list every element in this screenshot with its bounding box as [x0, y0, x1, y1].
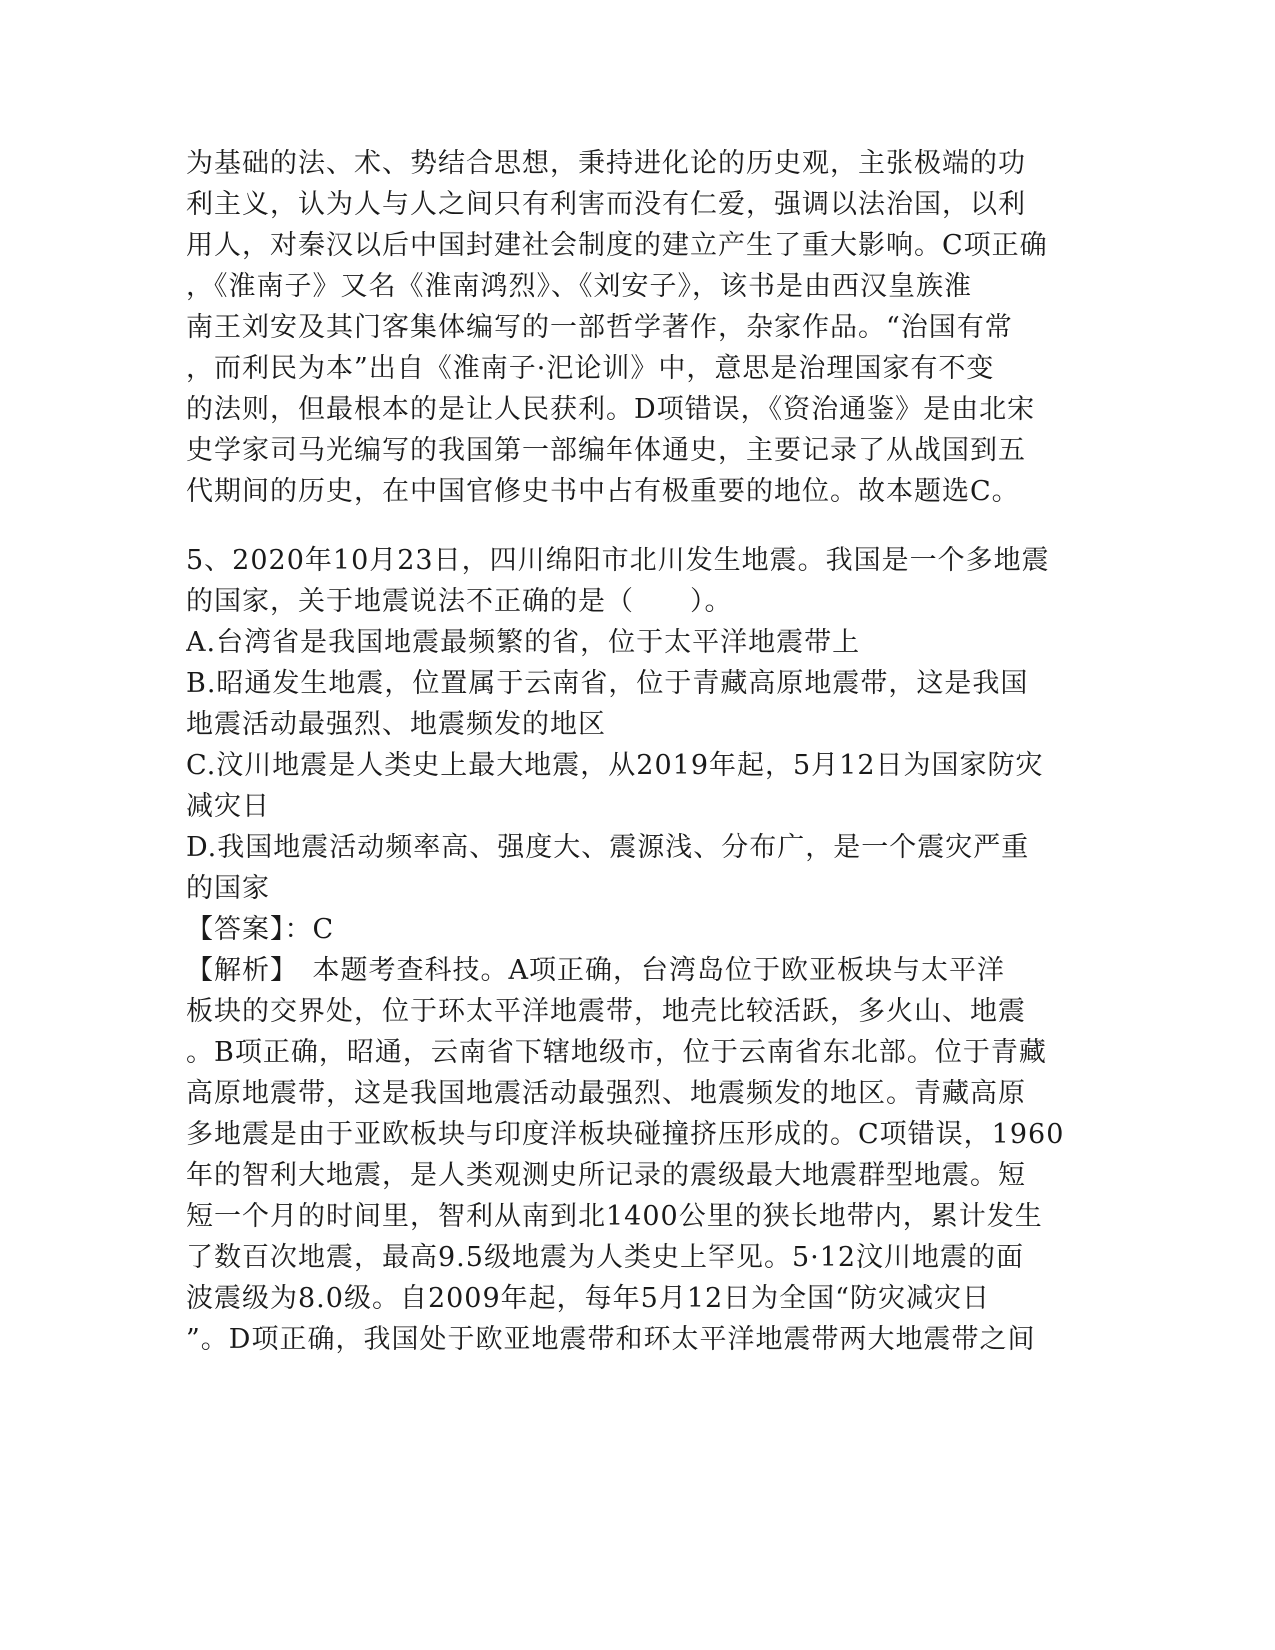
option-b	[186, 663, 1066, 745]
text-line: 为基础的法、术、势结合思想，秉持进化论的历史观，主张极端的功	[186, 148, 1026, 179]
analysis-line: 多地震是由于亚欧板块与印度洋板块碰撞挤压形成的。C项错误，1960	[186, 1119, 1065, 1150]
text-line: 的法则，但最根本的是让人民获利。D项错误，《资治通鉴》是由北宋	[186, 394, 1036, 425]
analysis-line: 波震级为8.0级。自2009年起，每年5月12日为全国“防灾减灾日	[186, 1283, 990, 1314]
analysis-line: 板块的交界处，位于环太平洋地震带，地壳比较活跃，多火山、地震	[186, 996, 1026, 1027]
paragraph-gap	[186, 512, 1066, 540]
option-line: 地震活动最强烈、地震频发的地区	[186, 709, 606, 740]
analysis-line: 【解析】 本题考查科技。A项正确，台湾岛位于欧亚板块与太平洋	[186, 955, 1005, 986]
option-line: D.我国地震活动频率高、强度大、震源浅、分布广，是一个震灾严重	[186, 832, 1030, 863]
analysis-line: 了数百次地震，最高9.5级地震为人类史上罕见。5·12汶川地震的面	[186, 1242, 1025, 1273]
question-stem-line: 的国家，关于地震说法不正确的是（ ）。	[186, 586, 733, 617]
text-line: 利主义，认为人与人之间只有利害而没有仁爱，强调以法治国，以利	[186, 189, 1026, 220]
option-d	[186, 827, 1066, 909]
option-line: B.昭通发生地震，位置属于云南省，位于青藏高原地震带，这是我国	[186, 668, 1029, 699]
question-stem	[186, 540, 1066, 622]
answer-line: 【答案】：C	[186, 914, 335, 945]
option-c	[186, 745, 1066, 827]
analysis	[186, 950, 1066, 1360]
option-line: A.台湾省是我国地震最频繁的省，位于太平洋地震带上	[186, 627, 861, 658]
option-line: 减灾日	[186, 791, 270, 822]
analysis-line: 高原地震带，这是我国地震活动最强烈、地震频发的地区。青藏高原	[186, 1078, 1026, 1109]
text-line: 代期间的历史，在中国官修史书中占有极重要的地位。故本题选C。	[186, 476, 1020, 507]
option-a	[186, 622, 1066, 663]
question-block	[186, 540, 1066, 1360]
analysis-line: 短一个月的时间里，智利从南到北1400公里的狭长地带内，累计发生	[186, 1201, 1043, 1232]
analysis-line: 年的智利大地震，是人类观测史所记录的震级最大地震群型地震。短	[186, 1160, 1026, 1191]
previous-explanation	[186, 143, 1066, 512]
option-line: 的国家	[186, 873, 270, 904]
text-line: ，而利民为本”出自《淮南子·汜论训》中，意思是治理国家有不变	[186, 353, 995, 384]
text-line: 用人，对秦汉以后中国封建社会制度的建立产生了重大影响。C项正确	[186, 230, 1048, 261]
option-line: C.汶川地震是人类史上最大地震，从2019年起，5月12日为国家防灾	[186, 750, 1044, 781]
analysis-line: ”。D项正确，我国处于欧亚地震带和环太平洋地震带两大地震带之间	[186, 1324, 1036, 1355]
text-line: ，《淮南子》又名《淮南鸿烈》、《刘安子》，该书是由西汉皇族淮	[186, 271, 972, 302]
text-line: 史学家司马光编写的我国第一部编年体通史，主要记录了从战国到五	[186, 435, 1026, 466]
page-content	[186, 143, 1066, 1360]
text-line: 南王刘安及其门客集体编写的一部哲学著作，杂家作品。“治国有常	[186, 312, 1013, 343]
question-stem-line: 5、2020年10月23日，四川绵阳市北川发生地震。我国是一个多地震	[186, 545, 1050, 576]
analysis-line: 。B项正确，昭通，云南省下辖地级市，位于云南省东北部。位于青藏	[186, 1037, 1047, 1068]
